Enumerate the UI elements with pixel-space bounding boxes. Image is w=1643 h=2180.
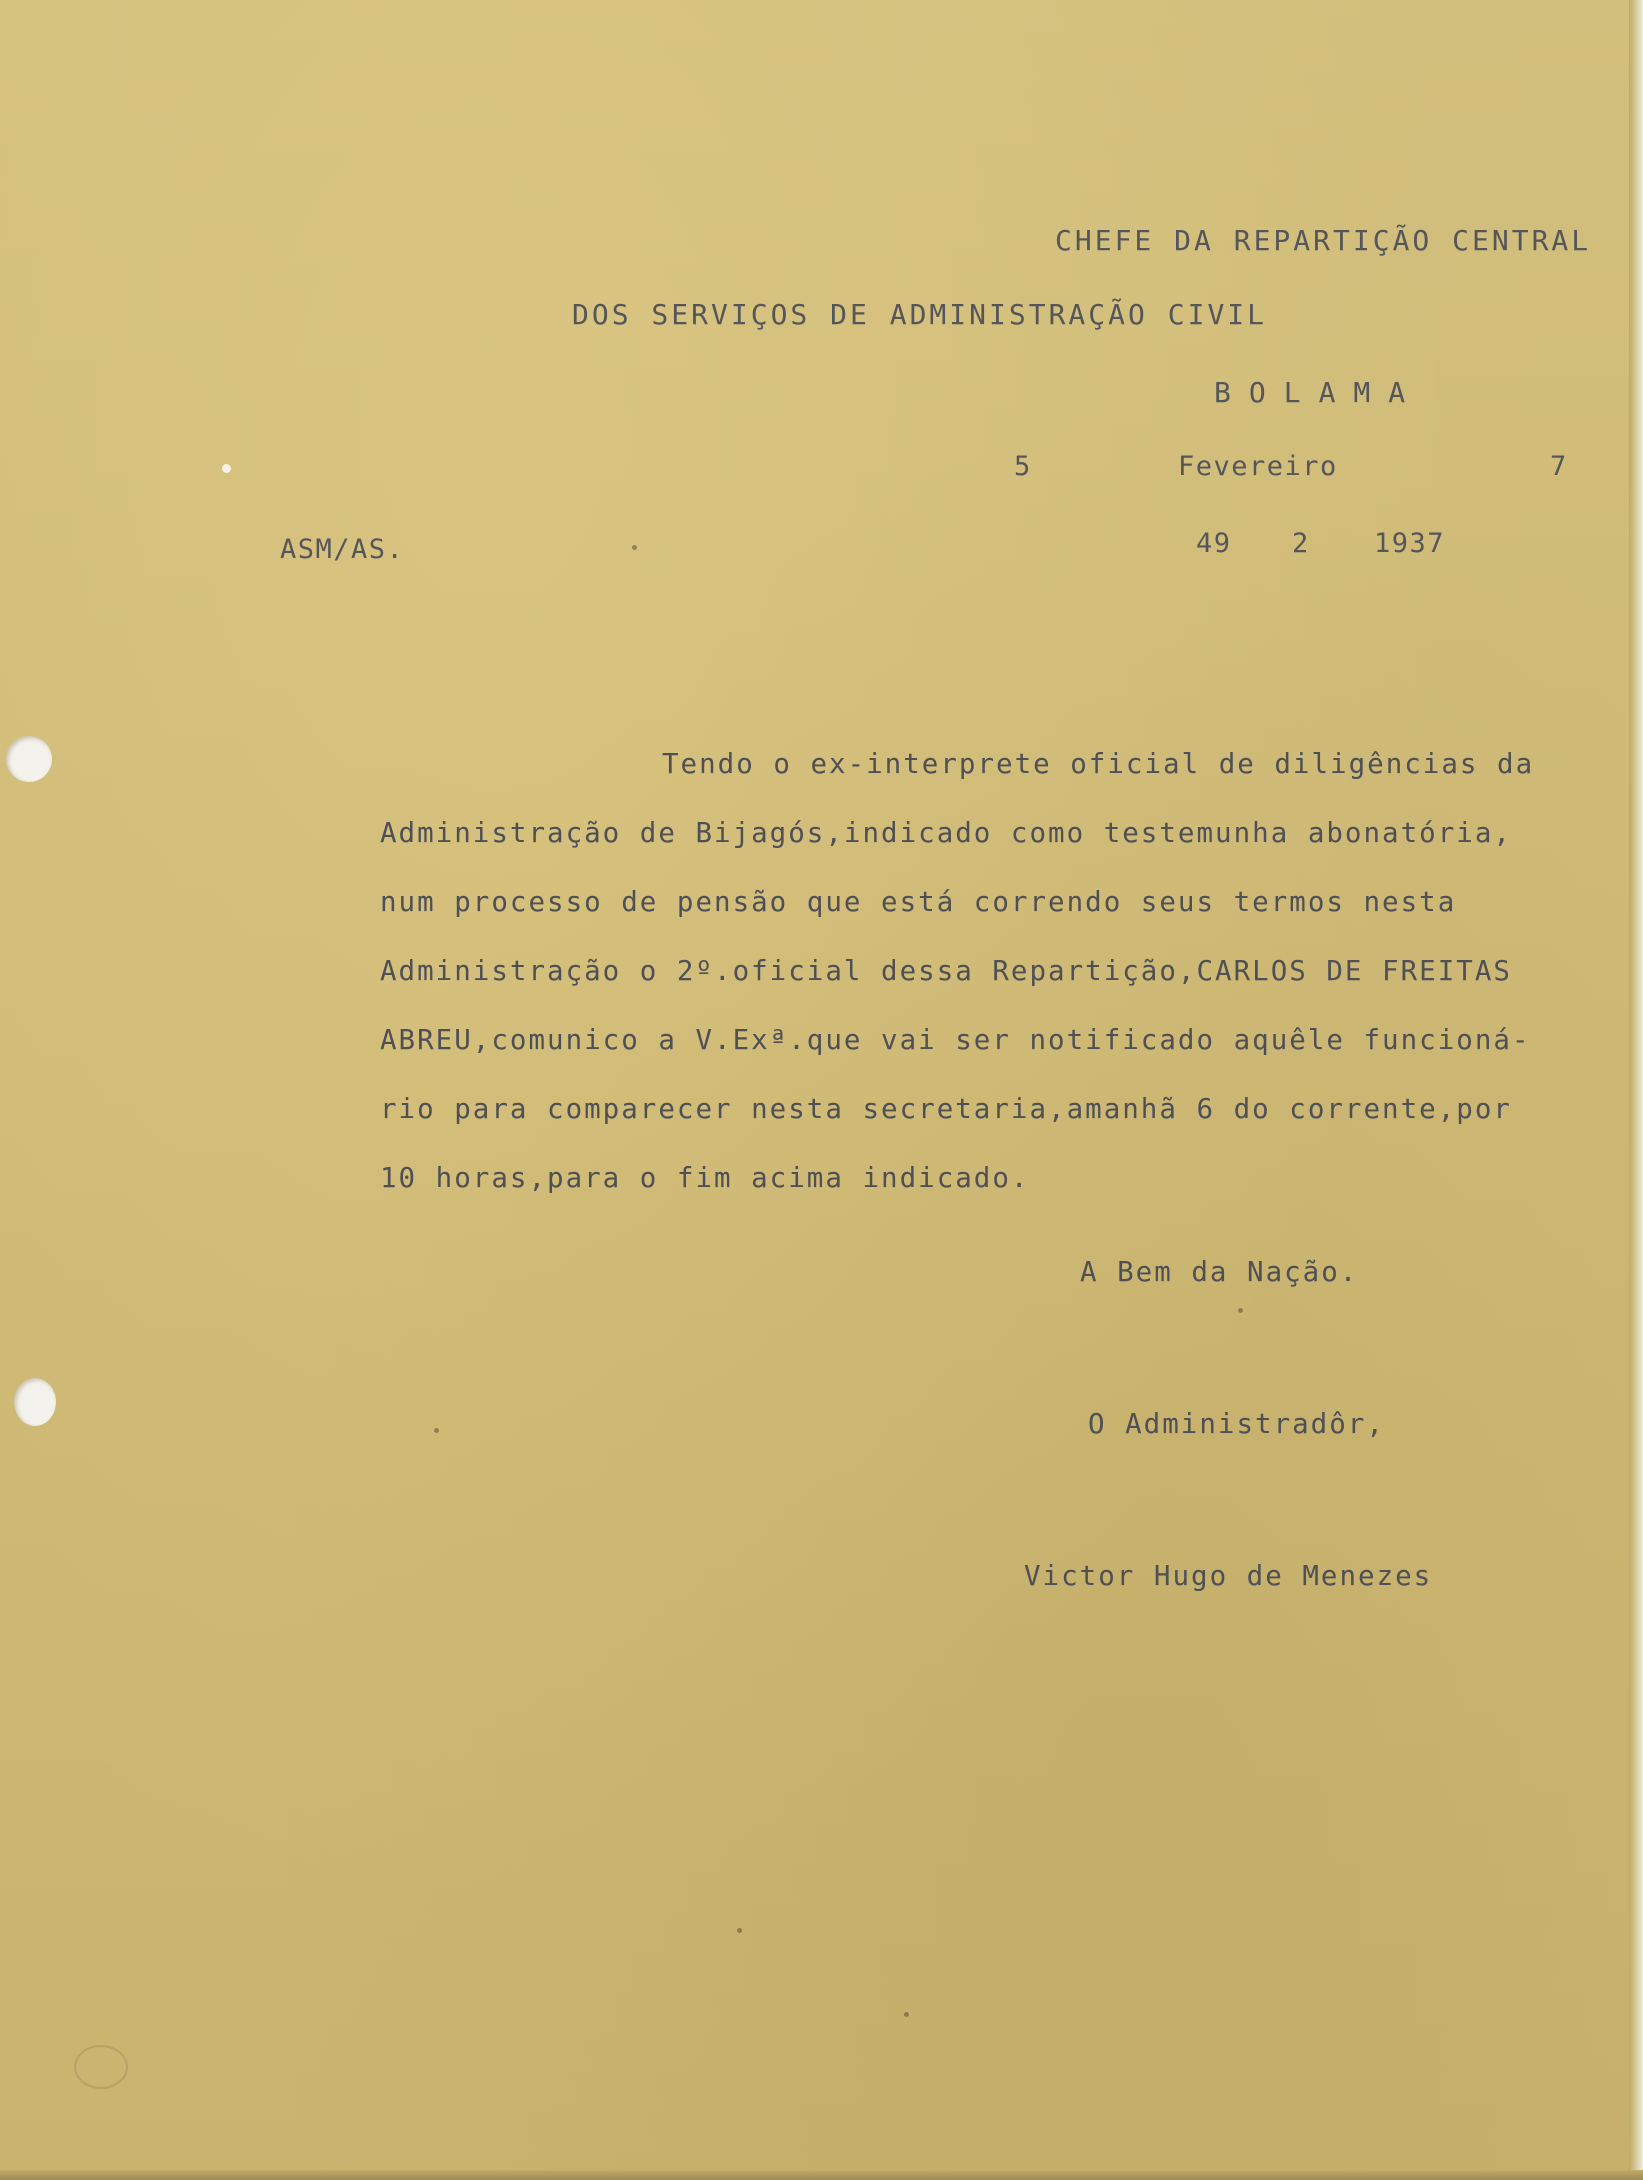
reference-code: ASM/AS. bbox=[280, 534, 405, 565]
punch-hole-top bbox=[6, 736, 52, 782]
paper-speck bbox=[222, 464, 231, 473]
header-line-2: DOS SERVIÇOS DE ADMINISTRAÇÃO CIVIL bbox=[572, 298, 1268, 331]
date-year-digit: 7 bbox=[1550, 451, 1568, 482]
body-line: Administração de Bijagós,indicado como testemunha abonatória, bbox=[380, 817, 1512, 849]
body-line: Administração o 2º.oficial dessa Repartição,CARLOS DE FREITAS bbox=[380, 955, 1512, 987]
punch-hole-mark bbox=[74, 2045, 128, 2089]
paper-bottom-edge bbox=[0, 2170, 1643, 2180]
paper-speck bbox=[904, 2012, 909, 2017]
reference-number: 49 bbox=[1196, 528, 1232, 559]
header-place: BOLAMA bbox=[1214, 376, 1424, 409]
header-line-1: CHEFE DA REPARTIÇÃO CENTRAL bbox=[1055, 224, 1592, 257]
date-day: 5 bbox=[1014, 451, 1032, 482]
paper-speck bbox=[434, 1428, 439, 1433]
punch-hole-bottom bbox=[14, 1378, 56, 1426]
body-line: 10 horas,para o fim acima indicado. bbox=[380, 1162, 1030, 1194]
body-line: rio para comparecer nesta secretaria,amanhã 6 do corrente,por bbox=[380, 1093, 1512, 1125]
reference-year: 1937 bbox=[1374, 528, 1446, 559]
paper-speck bbox=[737, 1928, 742, 1933]
body-line: Tendo o ex-interprete oficial de diligências da bbox=[662, 748, 1535, 780]
closing-title: O Administradôr, bbox=[1088, 1408, 1385, 1440]
reference-series: 2 bbox=[1292, 528, 1310, 559]
body-line: ABREU,comunico a V.Exª.que vai ser notificado aquêle funcioná- bbox=[380, 1024, 1531, 1056]
closing-salutation: A Bem da Nação. bbox=[1080, 1256, 1359, 1288]
date-month: Fevereiro bbox=[1178, 451, 1338, 482]
paper-right-edge bbox=[1629, 0, 1643, 2180]
signature-name: Victor Hugo de Menezes bbox=[1024, 1560, 1433, 1592]
paper-speck bbox=[1238, 1308, 1243, 1313]
paper-speck bbox=[632, 545, 637, 550]
body-line: num processo de pensão que está correndo seus termos nesta bbox=[380, 886, 1457, 918]
